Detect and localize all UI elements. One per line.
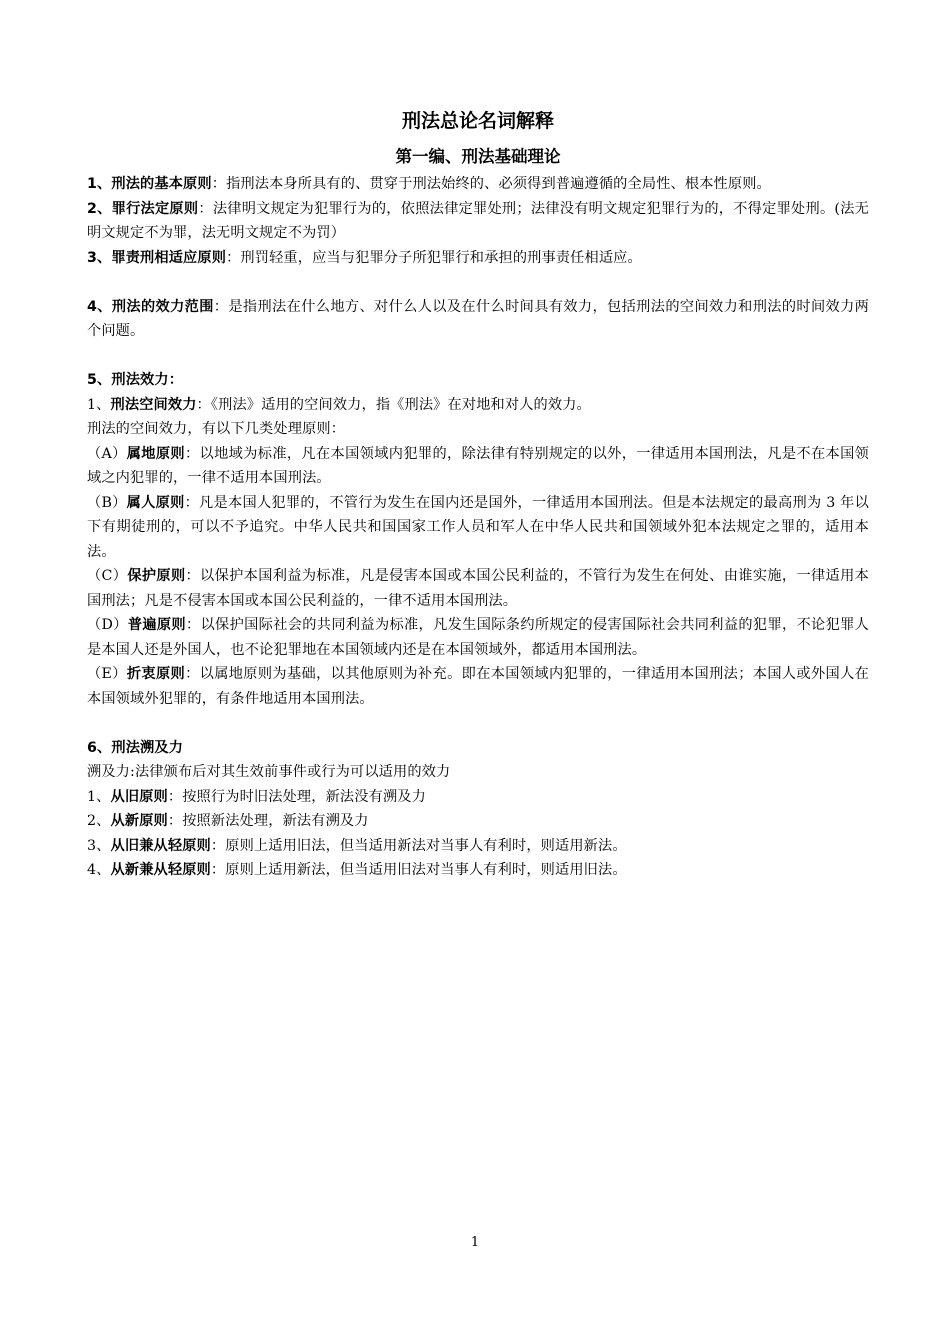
term: 刑法效力 bbox=[111, 372, 169, 388]
term: 从旧兼从轻原则 bbox=[110, 837, 211, 854]
definition-text: ：以保护本国利益为标准，凡是侵害本国或本国公民利益的，不管行为发生在何处、由谁实施，一律适用本国刑法；凡是不侵害本国或本国公民利益的，一律不适用本国刑法。 bbox=[87, 568, 869, 609]
definition-text: ：按照行为时旧法处理，新法没有溯及力 bbox=[167, 788, 426, 805]
term: 属人原则 bbox=[126, 494, 185, 511]
item-number: 4、 bbox=[87, 862, 111, 878]
definition-text: 刑法的空间效力，有以下几类处理原则： bbox=[87, 421, 346, 437]
definition-text: ：凡是本国人犯罪的，不管行为发生在国内还是国外，一律适用本国刑法。但是本法规定的最高刑为 3 年以下有期徒刑的，可以不予追究。中华人民共和国国家工作人员和军人在中华人民共和国领域外犯本法规定之罪的，适用本法。 bbox=[87, 494, 869, 560]
item-number: 4、 bbox=[87, 298, 112, 315]
page-number: 1 bbox=[470, 1235, 480, 1250]
definition-text: ：《刑法》适用的空间效力，指《刑法》在对地和对人的效力。 bbox=[196, 396, 591, 413]
term: 刑法空间效力 bbox=[110, 396, 197, 413]
item-number: （B） bbox=[87, 494, 127, 511]
principle-nationality bbox=[87, 491, 869, 565]
principle-old-law bbox=[87, 785, 869, 810]
definition-basic-principles bbox=[87, 172, 869, 197]
item-number: 2、 bbox=[87, 813, 111, 829]
spacer bbox=[87, 711, 869, 736]
definition-text: ：以保护国际社会的共同利益为标准，凡发生国际条约所规定的侵害国际社会共同利益的犯罪，不论犯罪人是本国人还是外国人，也不论犯罪地在本国领域内还是在本国领域外，都适用本国刑法。 bbox=[87, 617, 870, 658]
principle-territoriality bbox=[87, 442, 869, 491]
definition-scope-of-effect bbox=[87, 295, 869, 344]
term: 折衷原则 bbox=[126, 666, 186, 682]
definition-text: ：法律明文规定为犯罪行为的，依照法律定罪处刑；法律没有明文规定犯罪行为的，不得定罪处刑。(法无明文规定不为罪，法无明文规定不为罚） bbox=[87, 200, 870, 241]
term: 从新原则 bbox=[110, 813, 168, 829]
term: 刑法溯及力 bbox=[111, 739, 184, 756]
item-number: 1、 bbox=[87, 396, 111, 413]
term: 刑法的基本原则 bbox=[111, 176, 212, 192]
principle-new-law bbox=[87, 809, 869, 834]
definition-text: ：按照新法处理，新法有溯及力 bbox=[167, 813, 369, 829]
term: 罪责刑相适应原则 bbox=[111, 249, 227, 266]
term: 属地原则 bbox=[126, 445, 185, 462]
definition-proportionality-principle bbox=[87, 246, 869, 271]
item-number: （D） bbox=[87, 617, 128, 633]
term: 罪行法定原则 bbox=[111, 200, 199, 217]
principle-old-law-lighter bbox=[87, 834, 869, 859]
definition-text: ：指刑法本身所具有的、贯穿于刑法始终的、必须得到普遍遵循的全局性、根本性原则。 bbox=[211, 176, 771, 192]
item-number: 3、 bbox=[87, 249, 112, 266]
definition-text: ：是指刑法在什么地方、对什么人以及在什么时间具有效力，包括刑法的空间效力和刑法的时间效力两个问题。 bbox=[87, 298, 870, 339]
principle-compromise bbox=[87, 662, 869, 711]
definition-legality-principle bbox=[87, 197, 869, 246]
heading-criminal-law-effect bbox=[87, 368, 869, 393]
principle-new-law-lighter bbox=[87, 858, 869, 883]
definition-text: ：以属地原则为基础，以其他原则为补充。即在本国领域内犯罪的，一律适用本国刑法；本国人或外国人在本国领域外犯罪的，有条件地适用本国刑法。 bbox=[87, 666, 869, 707]
spacer bbox=[87, 344, 869, 369]
term: 保护原则 bbox=[127, 568, 186, 584]
section-heading: 第一编、刑法基础理论 bbox=[395, 147, 561, 166]
term: 普遍原则 bbox=[127, 617, 186, 633]
item-number: 2、 bbox=[87, 200, 112, 217]
item-number: （E） bbox=[87, 666, 127, 682]
definition-text: ：原则上适用新法，但当适用旧法对当事人有利时，则适用旧法。 bbox=[210, 862, 627, 878]
document-title: 刑法总论名词解释 bbox=[401, 110, 554, 132]
definition-text: ：刑罚轻重，应当与犯罪分子所犯罪行和承担的刑事责任相适应。 bbox=[226, 249, 642, 266]
term: 刑法的效力范围 bbox=[111, 298, 214, 315]
retroactivity-definition bbox=[87, 760, 869, 785]
term: 从新兼从轻原则 bbox=[110, 862, 211, 878]
item-number: 1、 bbox=[87, 788, 111, 805]
definition-text: ： bbox=[168, 372, 184, 388]
principle-protection bbox=[87, 564, 869, 613]
item-number: （C） bbox=[87, 568, 128, 584]
definition-text: ：以地域为标准，凡在本国领域内犯罪的，除法律有特别规定的以外，一律适用本国刑法，凡是不在本国领域之内犯罪的，一律不适用本国刑法。 bbox=[87, 445, 869, 486]
item-number: 5、 bbox=[87, 372, 112, 388]
spatial-effect-intro bbox=[87, 417, 869, 442]
definition-spatial-effect bbox=[87, 393, 869, 418]
item-number: 6、 bbox=[87, 739, 112, 756]
definition-text: 溯及力:法律颁布后对其生效前事件或行为可以适用的效力 bbox=[87, 764, 451, 780]
term: 从旧原则 bbox=[110, 788, 168, 805]
item-number: （A） bbox=[87, 445, 127, 462]
document-page bbox=[87, 104, 869, 883]
definition-text: ：原则上适用旧法，但当适用新法对当事人有利时，则适用新法。 bbox=[210, 837, 627, 854]
heading-retroactivity bbox=[87, 736, 869, 761]
principle-universality bbox=[87, 613, 869, 662]
item-number: 3、 bbox=[87, 837, 111, 854]
spacer bbox=[87, 270, 869, 295]
item-number: 1、 bbox=[87, 176, 112, 192]
